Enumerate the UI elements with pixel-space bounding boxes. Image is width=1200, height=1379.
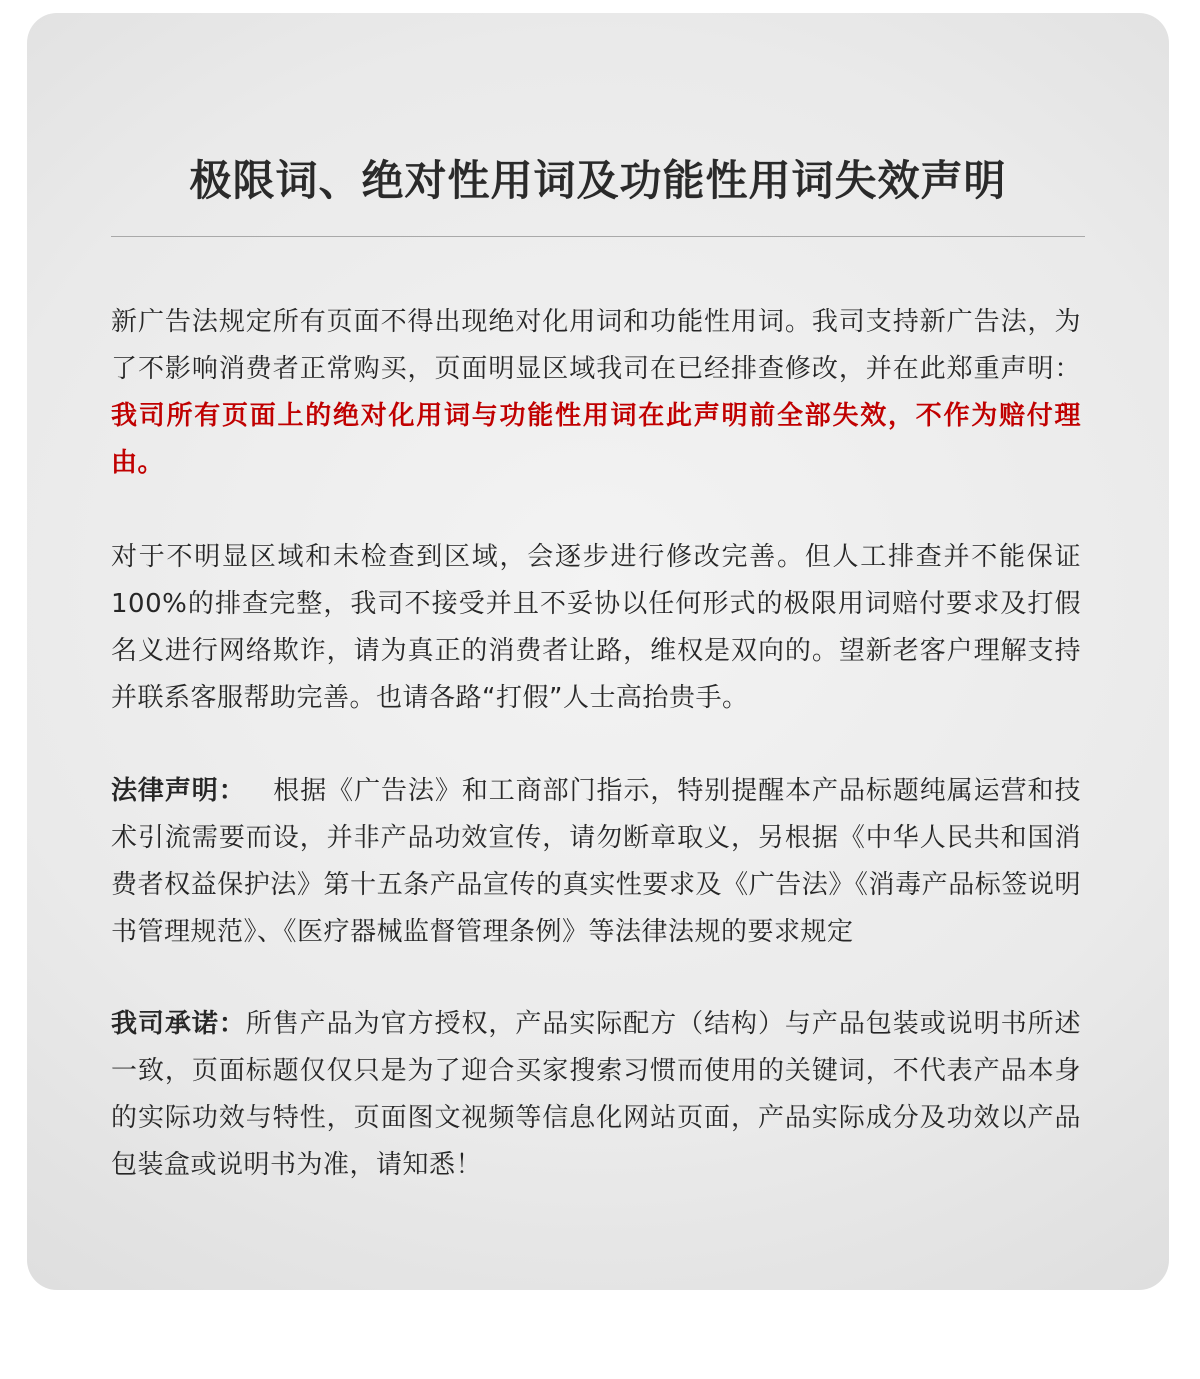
paragraph-ad-law-text: 新广告法规定所有页面不得出现绝对化用词和功能性用词。我司支持新广告法，为了不影响消费者正常购买，页面明显区域我司在已经排查修改，并在此郑重声明： [111, 307, 1081, 384]
commitment-text: 所售产品为官方授权，产品实际配方（结构）与产品包装或说明书所述一致，页面标题仅仅只是为了迎合买家搜索习惯而使用的关键词，不代表产品本身的实际功效与特性，页面图文视频等信息化网站页面，产品实际成分及功效以产品包装盒或说明书为准，请知悉！ [111, 1009, 1081, 1180]
paragraph-inspection [111, 534, 1081, 722]
legal-statement-text: 根据《广告法》和工商部门指示，特别提醒本产品标题纯属运营和技术引流需要而设，并非产品功效宣传，请勿断章取义，另根据《中华人民共和国消费者权益保护法》第十五条产品宣传的真实性要求及《广告法》《消毒产品标签说明书管理规范》、《医疗器械监督管理条例》等法律法规的要求规定 [111, 776, 1081, 947]
invalidation-highlight: 我司所有页面上的绝对化用词与功能性用词在此声明前全部失效，不作为赔付理由。 [111, 401, 1081, 478]
disclaimer-card [27, 13, 1169, 1290]
paragraph-ad-law [111, 299, 1081, 487]
paragraph-legal-statement [111, 768, 1081, 956]
paragraph-commitment [111, 1001, 1081, 1189]
title-divider [111, 236, 1085, 237]
paragraph-inspection-text: 对于不明显区域和未检查到区域，会逐步进行修改完善。但人工排查并不能保证100%的排查完整，我司不接受并且不妥协以任何形式的极限用词赔付要求及打假名义进行网络欺诈，请为真正的消费者让路，维权是双向的。望新老客户理解支持并联系客服帮助完善。也请各路“打假”人士高抬贵手。 [111, 542, 1081, 713]
page-title: 极限词、绝对性用词及功能性用词失效声明 [189, 156, 1007, 205]
legal-statement-lead: 法律声明： [111, 776, 246, 806]
commitment-lead: 我司承诺： [111, 1009, 246, 1039]
